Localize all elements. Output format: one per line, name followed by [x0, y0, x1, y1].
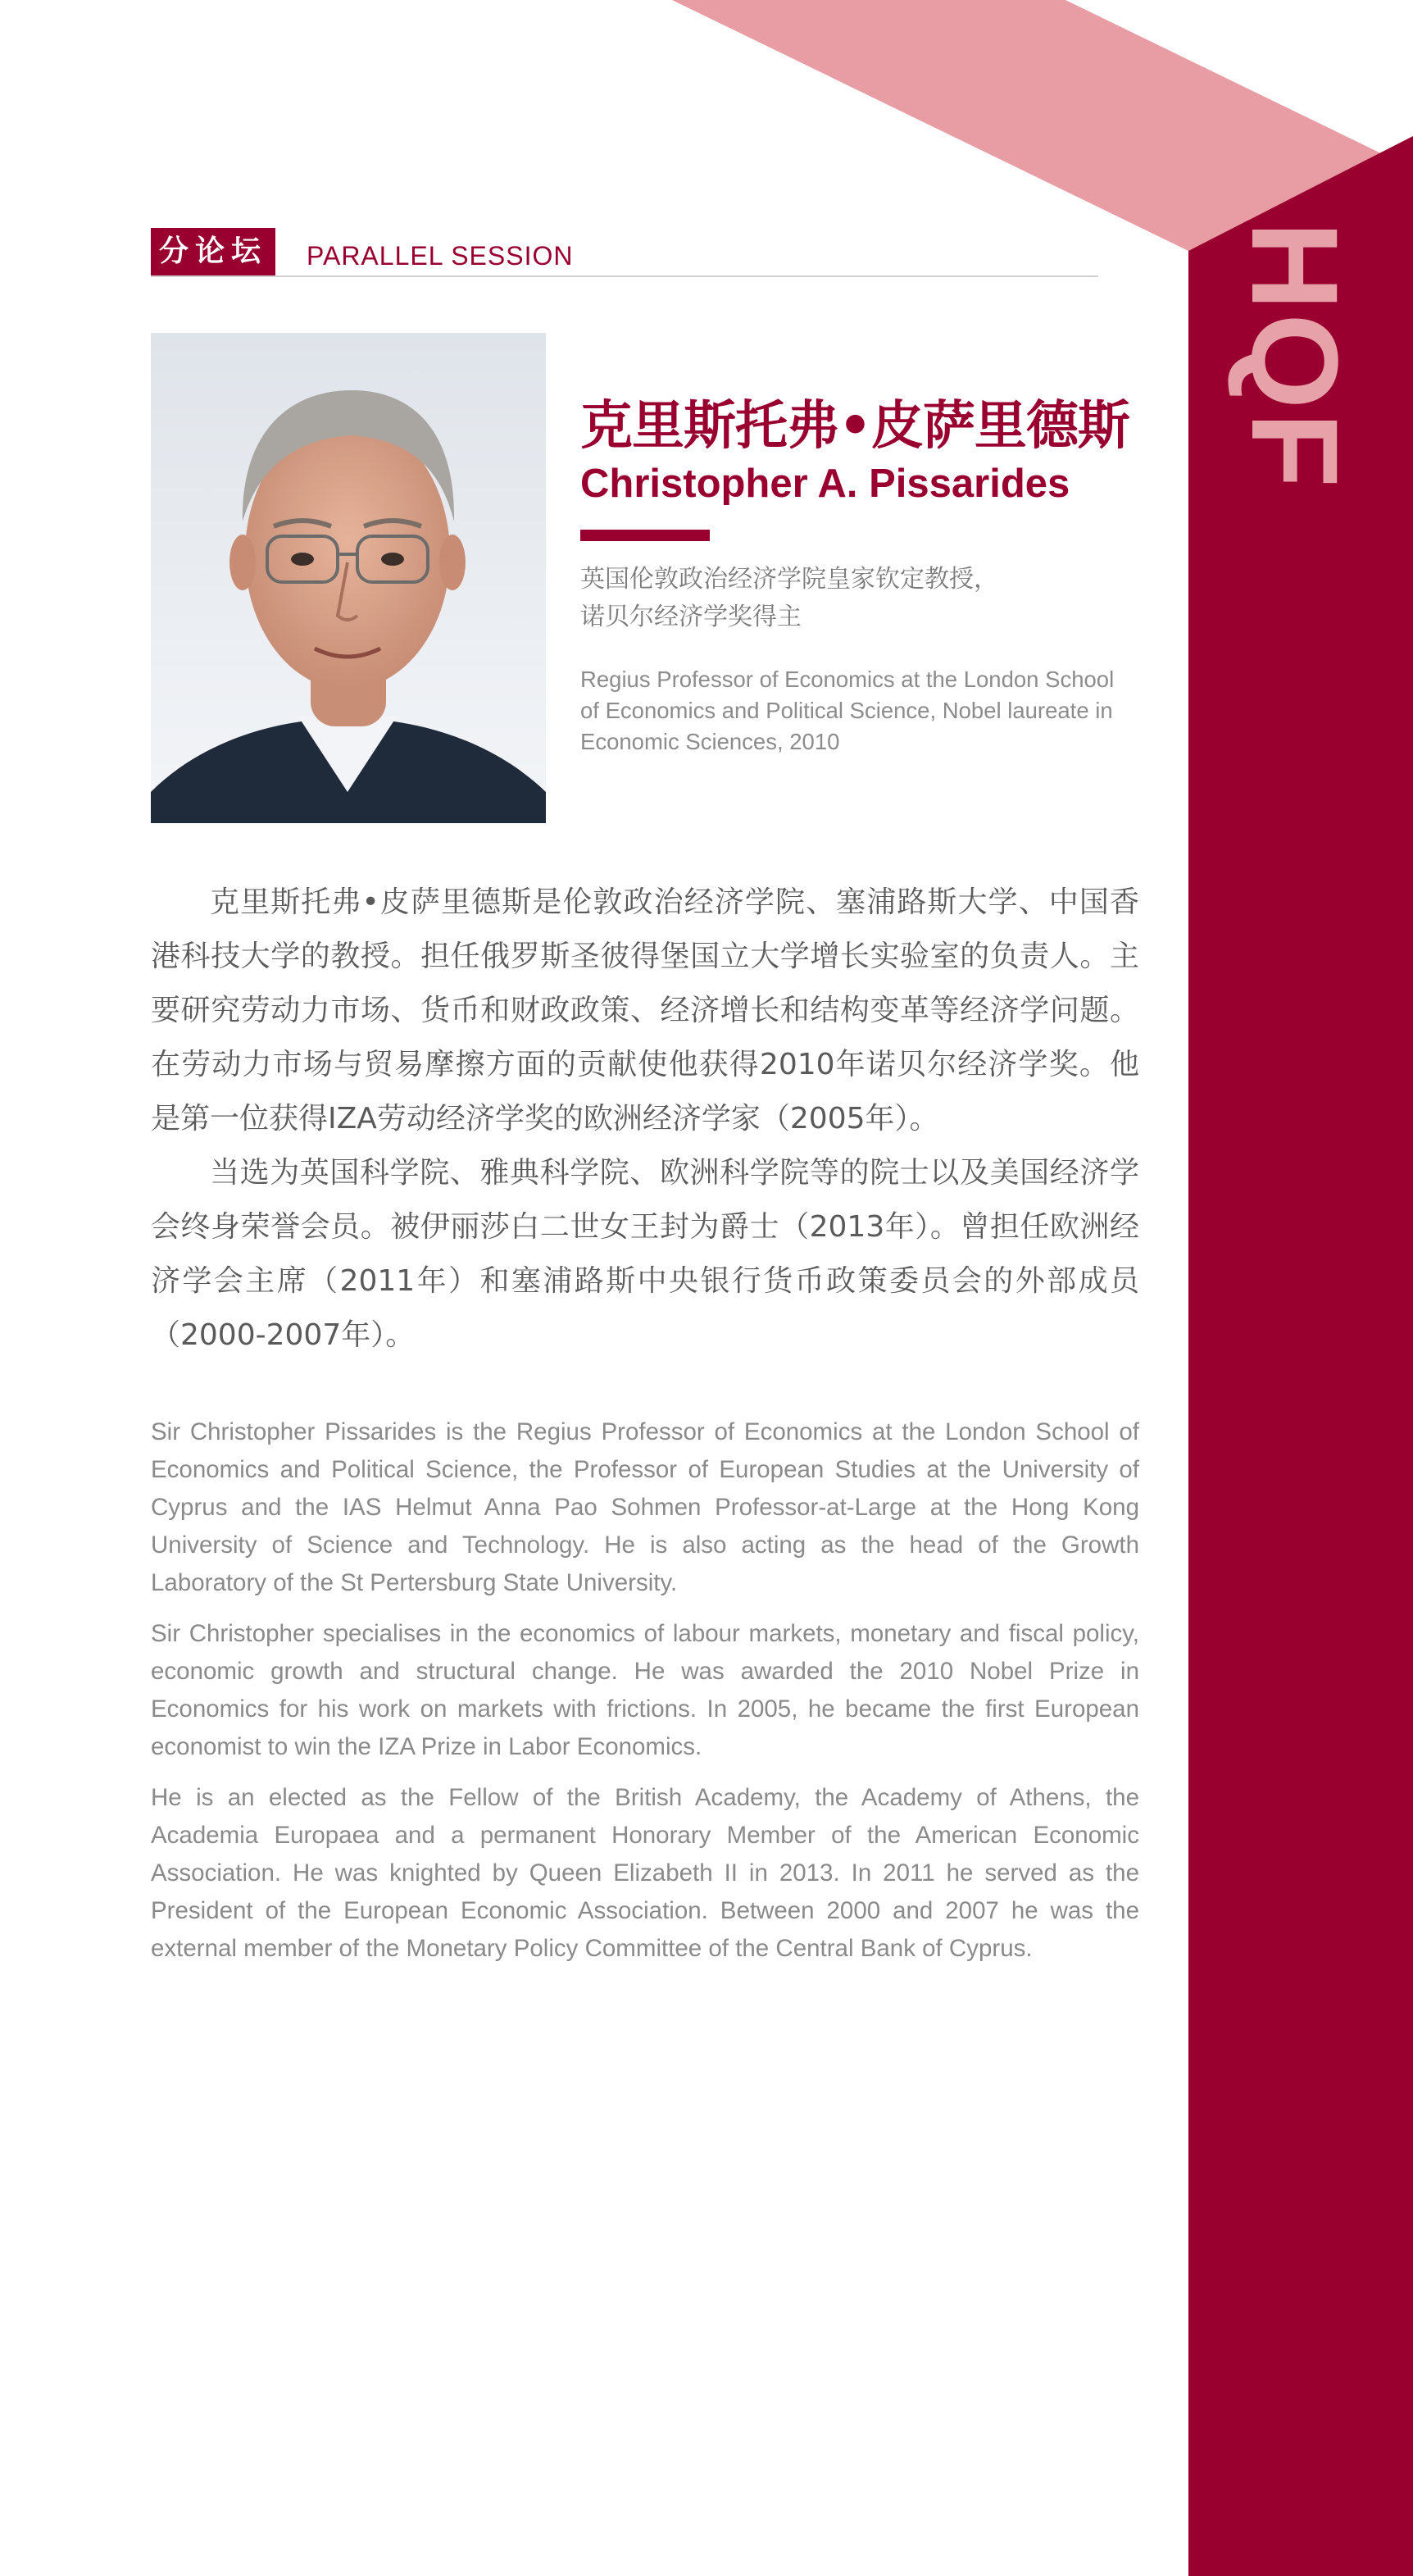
- session-label-en: PARALLEL SESSION: [307, 241, 574, 271]
- speaker-portrait: [151, 333, 546, 823]
- brand-vertical-text: HQF: [1226, 221, 1364, 491]
- session-header: [151, 228, 1098, 277]
- bio-en-paragraph: Sir Christopher Pissarides is the Regius Professor of Economics at the London School of Economics and Political Science, the Professor of European Studies at the University of Cyprus and the IAS Helmut Anna Pao Sohmen Professor-at-Large at the Hong Kong University of Science and Technology. He is also acting as the head of the Growth Laboratory of the St Pertersburg State University.: [151, 1418, 1139, 1596]
- speaker-title-cn: [580, 561, 1121, 636]
- header-divider: [151, 275, 1098, 277]
- bio-cn-paragraph: 当选为英国科学院、雅典科学院、欧洲科学院等的院士以及美国经济学会终身荣誉会员。被伊丽莎白二世女王封为爵士（2013年）。曾担任欧洲经济学会主席（2011年）和塞浦路斯中央银行货币政策委员会的外部成员（2000-2007年）。: [151, 1156, 1139, 1352]
- bio-english: [151, 1413, 1139, 1981]
- speaker-title-cn-line1: 英国伦敦政治经济学院皇家钦定教授，: [580, 565, 998, 594]
- bio-en-paragraph: Sir Christopher specialises in the economics of labour markets, monetary and fiscal policy, economic growth and structural change. He was awarded the 2010 Nobel Prize in Economics for his work on markets with frictions. In 2005, he became the first European economist to win the IZA Prize in Labor Economics.: [151, 1620, 1139, 1760]
- bio-chinese: [151, 876, 1139, 1363]
- speaker-title-en: Regius Professor of Economics at the London School of Economics and Political Science, Nobel laureate in Economic Sciences, 2010: [580, 667, 1115, 754]
- bio-cn-paragraph: 克里斯托弗•皮萨里德斯是伦敦政治经济学院、塞浦路斯大学、中国香港科技大学的教授。担任俄罗斯圣彼得堡国立大学增长实验室的负责人。主要研究劳动力市场、货币和财政政策、经济增长和结构变革等经济学问题。在劳动力市场与贸易摩擦方面的贡献使他获得2010年诺贝尔经济学奖。他是第一位获得IZA劳动经济学奖的欧洲经济学家（2005年）。: [151, 885, 1139, 1136]
- session-tag-cn: 分论坛: [151, 228, 275, 275]
- bio-en-paragraph: He is an elected as the Fellow of the British Academy, the Academy of Athens, the Academia Europaea and a permanent Honorary Member of the American Economic Association. He was knighted by Queen Elizabeth II in 2013. In 2011 he served as the President of the European Economic Association. Between 2000 and 2007 he was the external member of the Monetary Policy Committee of the Central Bank of Cyprus.: [151, 1784, 1139, 1962]
- crimson-side-band: [1188, 136, 1413, 2576]
- speaker-title-cn-line2: 诺贝尔经济学奖得主: [580, 603, 802, 631]
- name-accent-bar: [580, 530, 710, 541]
- speaker-name-en: Christopher A. Pissarides: [580, 462, 1070, 506]
- speaker-name-cn: 克里斯托弗•皮萨里德斯: [580, 396, 1129, 457]
